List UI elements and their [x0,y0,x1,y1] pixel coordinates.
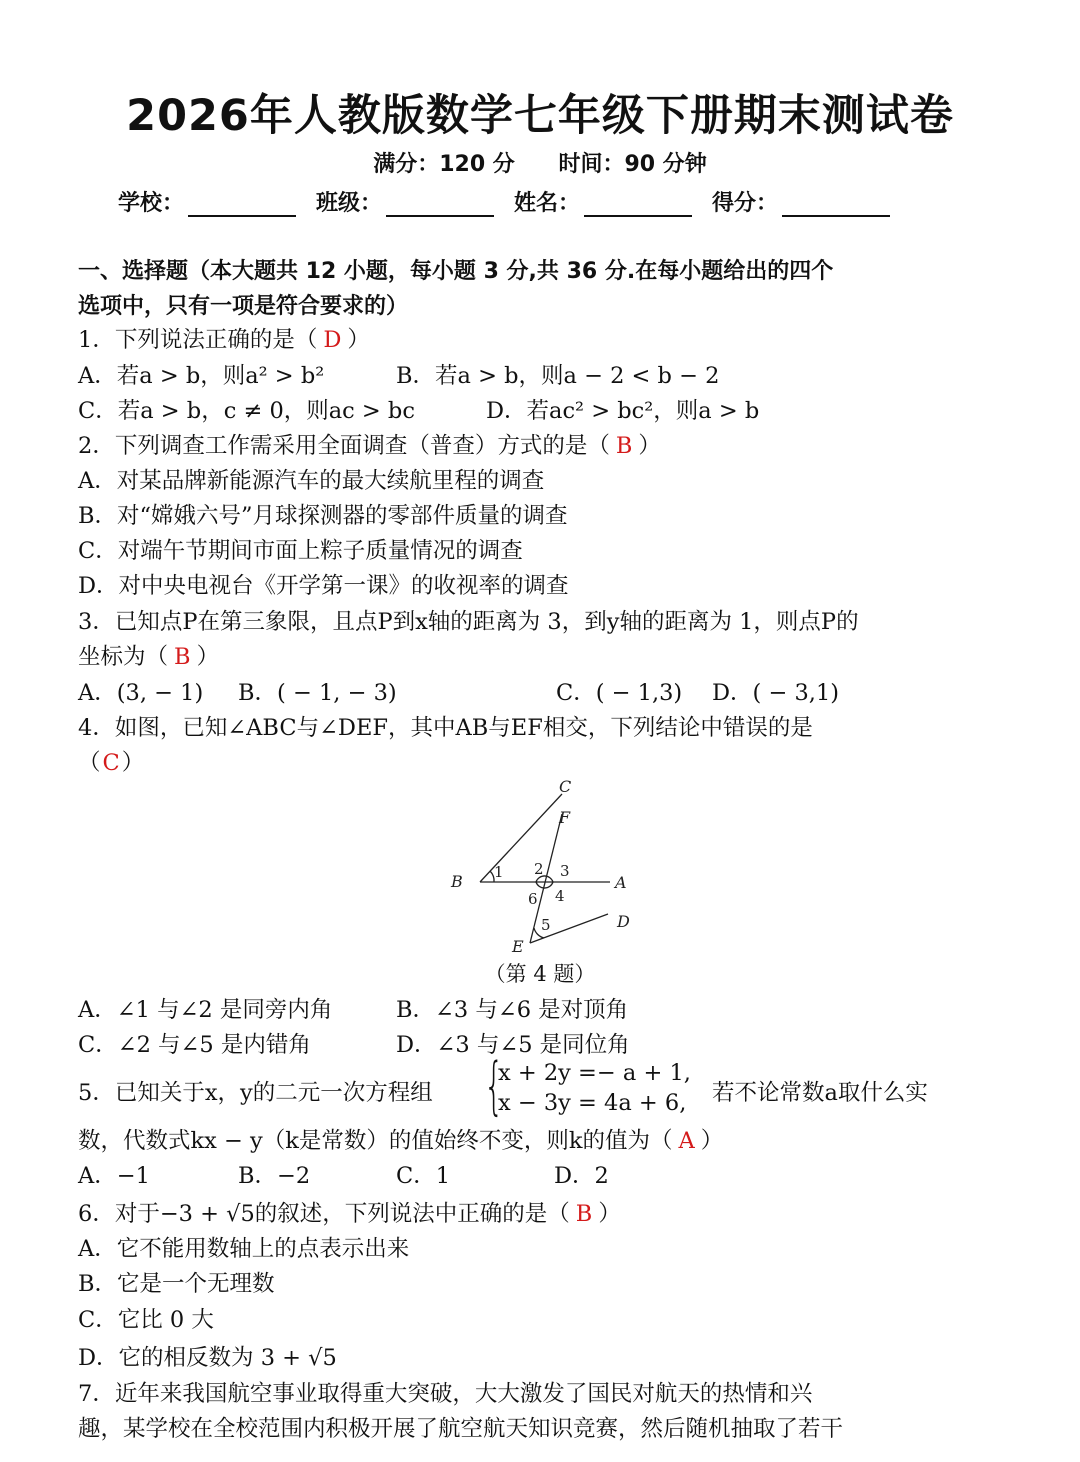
full-score: 满分：120 分 [373,152,515,177]
q1-options-cd: C．若a > b，c ≠ 0，则ac > bc D．若ac² > bc²，则a > b [78,398,760,424]
label-angle-3: 3 [560,862,570,880]
q5-stem-pre: 5．已知关于x，y的二元一次方程组 [78,1080,433,1106]
label-angle-4: 4 [555,887,565,905]
q6-option-a: A．它不能用数轴上的点表示出来 [78,1236,410,1262]
label-b: B [451,872,463,891]
score-blank[interactable] [782,193,890,217]
name-blank[interactable] [584,193,692,217]
q5-options: A．−1 B．−2 C．1 D．2 [78,1163,609,1189]
q4-answer: C [102,750,120,776]
label-c: C [559,778,572,796]
school-blank[interactable] [188,193,296,217]
q6-option-d: D．它的相反数为 3 + √5 [78,1345,337,1371]
exam-meta [0,147,1080,178]
label-angle-5: 5 [541,916,551,934]
q2-stem: 2．下列调查工作需采用全面调查（普查）方式的是（ B ） [78,433,661,459]
q3-answer: B [174,644,191,670]
q3-options: A．(3, − 1) B．( − 1, − 3) C．( − 1,3) D．( − 3,1) [78,680,840,706]
label-angle-1: 1 [494,863,504,881]
school-field[interactable]: 学校： [118,186,296,217]
score-field[interactable]: 得分： [712,186,890,217]
q5-answer: A [678,1128,695,1154]
q5-equation-1: x + 2y =− a + 1, [498,1060,691,1086]
label-a: A [615,873,627,892]
exam-time: 时间：90 分钟 [558,152,707,177]
q6-stem: 6．对于−3 + √5的叙述，下列说法中正确的是（ B ） [78,1201,621,1227]
q4-stem-line2: （C） [78,750,145,776]
brace-icon: { [484,1049,504,1122]
label-e: E [512,937,524,956]
student-info-fields [118,186,978,217]
q2-option-b: B．对“嫦娥六号”月球探测器的零部件质量的调查 [78,503,568,529]
label-d: D [617,912,630,931]
label-angle-2: 2 [534,860,544,878]
q1-stem: 1．下列说法正确的是（ D ） [78,327,370,353]
q4-figure-caption: （第 4 题） [484,962,596,986]
name-field[interactable]: 姓名： [514,186,692,217]
q2-option-d: D．对中央电视台《开学第一课》的收视率的调查 [78,573,569,599]
q3-stem-line2: 坐标为（ B ） [78,644,220,670]
q4-options-cd: C．∠2 与∠5 是内错角 D．∠3 与∠5 是同位角 [78,1032,630,1058]
q2-option-c: C．对端午节期间市面上粽子质量情况的调查 [78,538,523,564]
q1-answer: D [323,327,342,353]
class-field[interactable]: 班级： [316,186,494,217]
q1-options-ab: A．若a > b，则a² > b² B．若a > b，则a − 2 < b − 2 [78,363,720,389]
q2-option-a: A．对某品牌新能源汽车的最大续航里程的调查 [78,468,545,494]
q7-stem-line1: 7．近年来我国航空事业取得重大突破，大大激发了国民对航天的热情和兴 [78,1381,813,1407]
q6-option-b: B．它是一个无理数 [78,1271,275,1297]
class-blank[interactable] [386,193,494,217]
label-angle-6: 6 [528,890,538,908]
q5-stem-post: 若不论常数a取什么实 [712,1080,928,1106]
q5-equation-2: x − 3y = 4a + 6, [498,1090,687,1116]
line-bc [480,794,562,882]
q7-stem-line2: 趣，某学校在全校范围内积极开展了航空航天知识竞赛，然后随机抽取了若干 [78,1416,844,1442]
q4-geometry-figure [440,778,640,958]
label-f: F [559,808,571,827]
q5-equation-system [484,1049,691,1122]
section-heading: 一、选择题（本大题共 12 小题，每小题 3 分,共 36 分.在每小题给出的四个 选项中，只有一项是符合要求的） [78,259,834,319]
q6-option-c: C．它比 0 大 [78,1307,214,1333]
q4-options-ab: A．∠1 与∠2 是同旁内角 B．∠3 与∠6 是对顶角 [78,997,629,1023]
q3-stem-line1: 3．已知点P在第三象限，且点P到x轴的距离为 3，到y轴的距离为 1，则点P的 [78,609,859,635]
page-title: 2026年人教版数学七年级下册期末测试卷 [126,91,954,141]
q5-stem-line2: 数，代数式kx − y（k是常数）的值始终不变，则k的值为（ A ） [78,1128,724,1154]
q4-stem-line1: 4．如图，已知∠ABC与∠DEF，其中AB与EF相交，下列结论中错误的是 [78,715,813,741]
q6-answer: B [575,1201,593,1227]
q2-answer: B [615,433,633,459]
